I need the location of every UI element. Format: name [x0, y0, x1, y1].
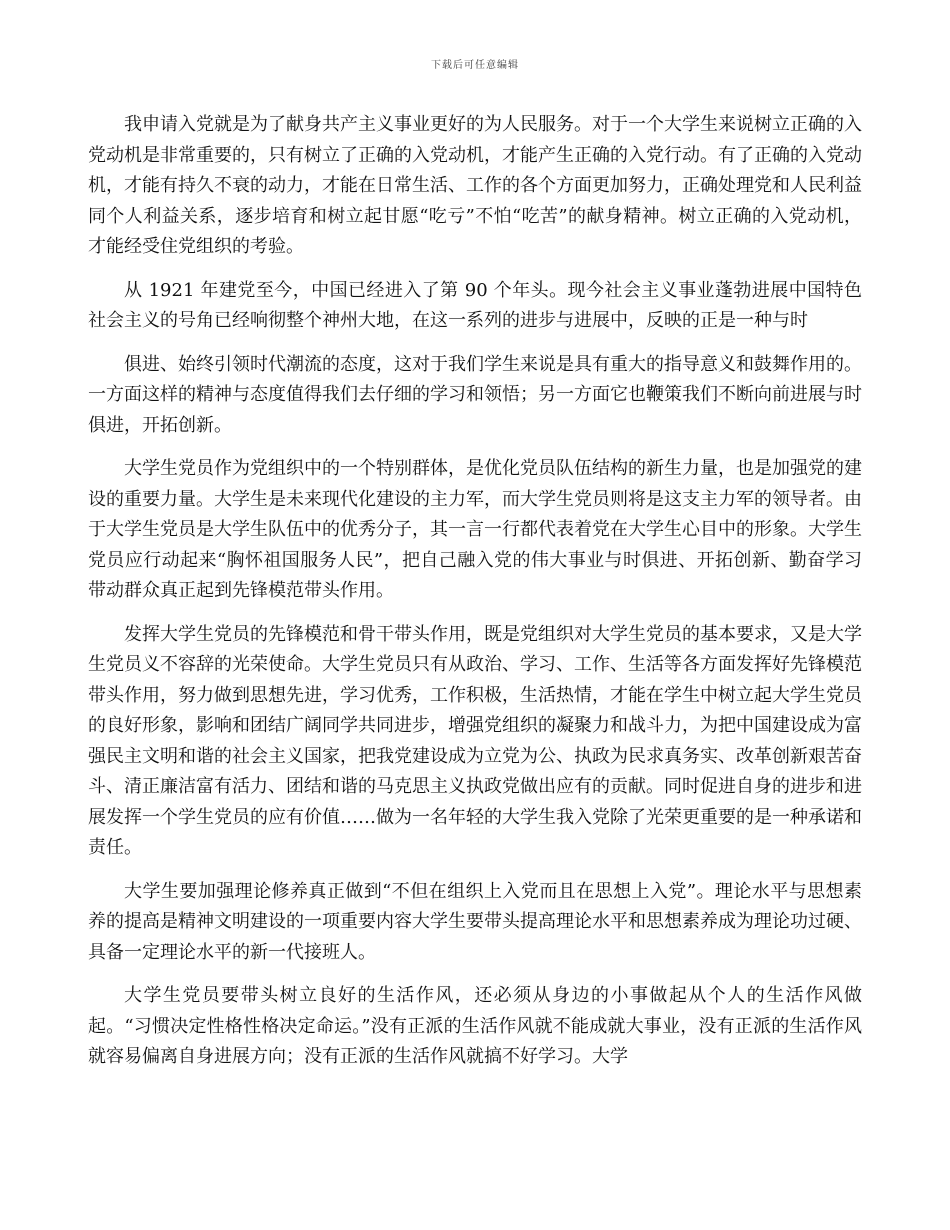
paragraph-1: 我申请入党就是为了献身共产主义事业更好的为人民服务。对于一个大学生来说树立正确的入党动机是非常重要的，只有树立了正确的入党动机，才能产生正确的入党行动。有了正确的入党动机，才能有持久不衰的动力，才能在日常生活、工作的各个方面更加努力，正确处理党和人民利益同个人利益关系，逐步培育和树立起甘愿“吃亏”不怕“吃苦”的献身精神。树立正确的入党动机，才能经受住党组织的考验。 [88, 114, 862, 257]
paragraph-2: 从 1921 年建党至今，中国已经进入了第 90 个年头。现今社会主义事业蓬勃进展中国特色社会主义的号角已经响彻整个神州大地，在这一系列的进步与进展中，反映的正是一种与时 [88, 279, 862, 331]
paragraph-3: 俱进、始终引领时代潮流的态度，这对于我们学生来说是具有重大的指导意义和鼓舞作用的。一方面这样的精神与态度值得我们去仔细的学习和领悟；另一方面它也鞭策我们不断向前进展与时俱进，开拓创新。 [88, 353, 862, 436]
page-header: 下载后可任意编辑 [431, 60, 519, 71]
paragraph-5: 发挥大学生党员的先锋模范和骨干带头作用，既是党组织对大学生党员的基本要求，又是大学生党员义不容辞的光荣使命。大学生党员只有从政治、学习、工作、生活等各方面发挥好先锋模范带头作用，努力做到思想先进，学习优秀，工作积极，生活热情，才能在学生中树立起大学生党员的良好形象，影响和团结广阔同学共同进步，增强党组织的凝聚力和战斗力，为把中国建设成为富强民主文明和谐的社会主义国家，把我党建设成为立党为公、执政为民求真务实、改革创新艰苦奋斗、清正廉洁富有活力、团结和谐的马克思主义执政党做出应有的贡献。同时促进自身的进步和进展发挥一个学生党员的应有价值……做为一名年轻的大学生我入党除了光荣更重要的是一种承诺和责任。 [88, 623, 862, 858]
paragraph-6: 大学生要加强理论修养真正做到“不但在组织上入党而且在思想上入党”。理论水平与思想素养的提高是精神文明建设的一项重要内容大学生要带头提高理论水平和思想素养成为理论功过硬、具备一定理论水平的新一代接班人。 [88, 880, 862, 963]
paragraph-4: 大学生党员作为党组织中的一个特别群体，是优化党员队伍结构的新生力量，也是加强党的建设的重要力量。大学生是未来现代化建设的主力军，而大学生党员则将是这支主力军的领导者。由于大学生党员是大学生队伍中的优秀分子，其一言一行都代表着党在大学生心目中的形象。大学生党员应行动起来“胸怀祖国服务人民”，把自己融入党的伟大事业与时俱进、开拓创新、勤奋学习带动群众真正起到先锋模范带头作用。 [88, 458, 862, 601]
paragraph-7: 大学生党员要带头树立良好的生活作风，还必须从身边的小事做起从个人的生活作风做起。“习惯决定性格性格决定命运。”没有正派的生活作风就不能成就大事业，没有正派的生活作风就容易偏离自身进展方向；没有正派的生活作风就搞不好学习。大学 [88, 985, 862, 1067]
document-body [88, 110, 862, 1086]
